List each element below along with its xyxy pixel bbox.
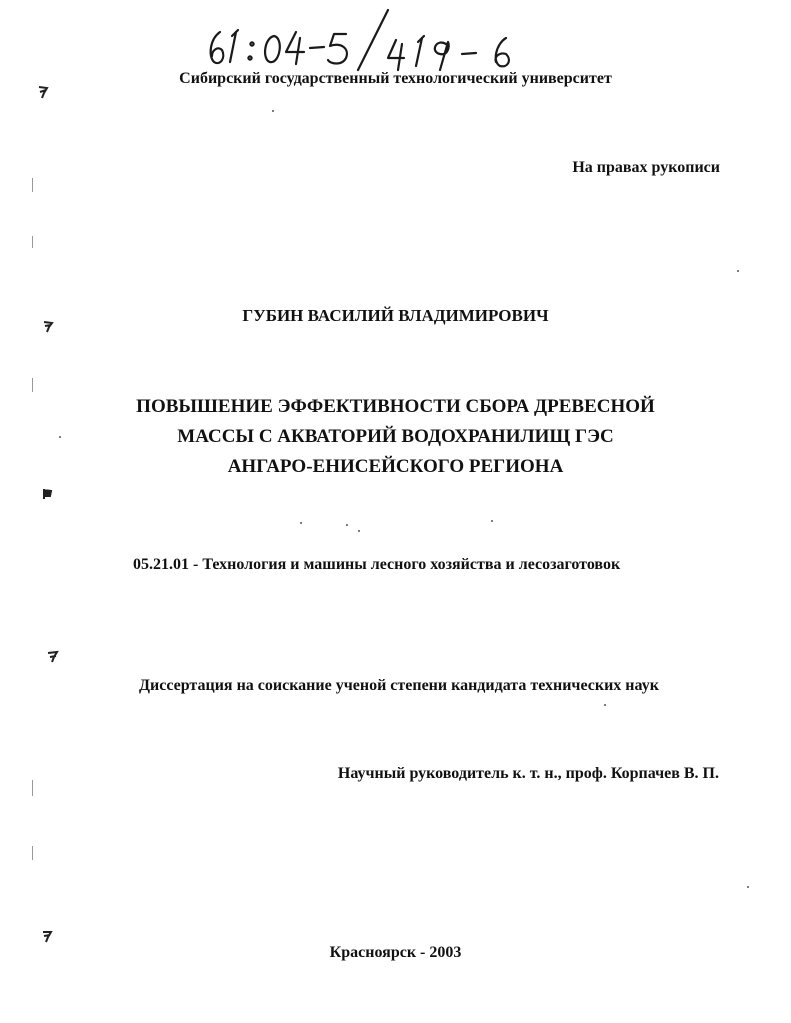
scan-mark-icon	[40, 486, 54, 502]
degree-statement: Диссертация на соискание ученой степени кандидата технических наук	[139, 677, 659, 694]
handwriting-svg	[200, 4, 530, 74]
scan-speck	[747, 886, 749, 888]
city-and-year: Красноярск - 2003	[329, 944, 462, 961]
scan-speck	[59, 436, 61, 438]
scan-edge-tick	[32, 846, 33, 860]
dissertation-title	[0, 392, 791, 482]
manuscript-rights-label: На правах рукописи	[572, 159, 720, 176]
scan-edge-tick	[32, 780, 33, 796]
university-name: Сибирский государственный технологический университет	[179, 70, 612, 87]
scan-speck	[358, 530, 360, 532]
handwritten-archive-number	[200, 4, 530, 74]
scan-mark-icon	[40, 318, 54, 334]
scan-mark-icon	[45, 648, 59, 664]
scan-speck	[604, 704, 606, 706]
author-name: ГУБИН ВАСИЛИЙ ВЛАДИМИРОВИЧ	[242, 306, 549, 325]
scan-edge-tick	[32, 378, 33, 392]
specialty-code: 05.21.01 - Технология и машины лесного хозяйства и лесозаготовок	[133, 556, 621, 573]
scientific-supervisor: Научный руководитель к. т. н., проф. Корпачев В. П.	[337, 765, 719, 782]
title-line: АНГАРО-ЕНИСЕЙСКОГО РЕГИОНА	[227, 456, 564, 477]
title-line: МАССЫ С АКВАТОРИЙ ВОДОХРАНИЛИЩ ГЭС	[177, 426, 614, 447]
scan-speck	[272, 110, 274, 112]
scan-speck	[346, 524, 348, 526]
scan-edge-tick	[32, 236, 33, 248]
scan-mark-icon	[36, 84, 50, 100]
scan-speck	[491, 520, 493, 522]
scan-speck	[737, 270, 739, 272]
title-line: ПОВЫШЕНИЕ ЭФФЕКТИВНОСТИ СБОРА ДРЕВЕСНОЙ	[136, 396, 655, 417]
scan-mark-icon	[40, 928, 54, 944]
scan-speck	[300, 522, 302, 524]
scan-edge-tick	[32, 178, 33, 192]
